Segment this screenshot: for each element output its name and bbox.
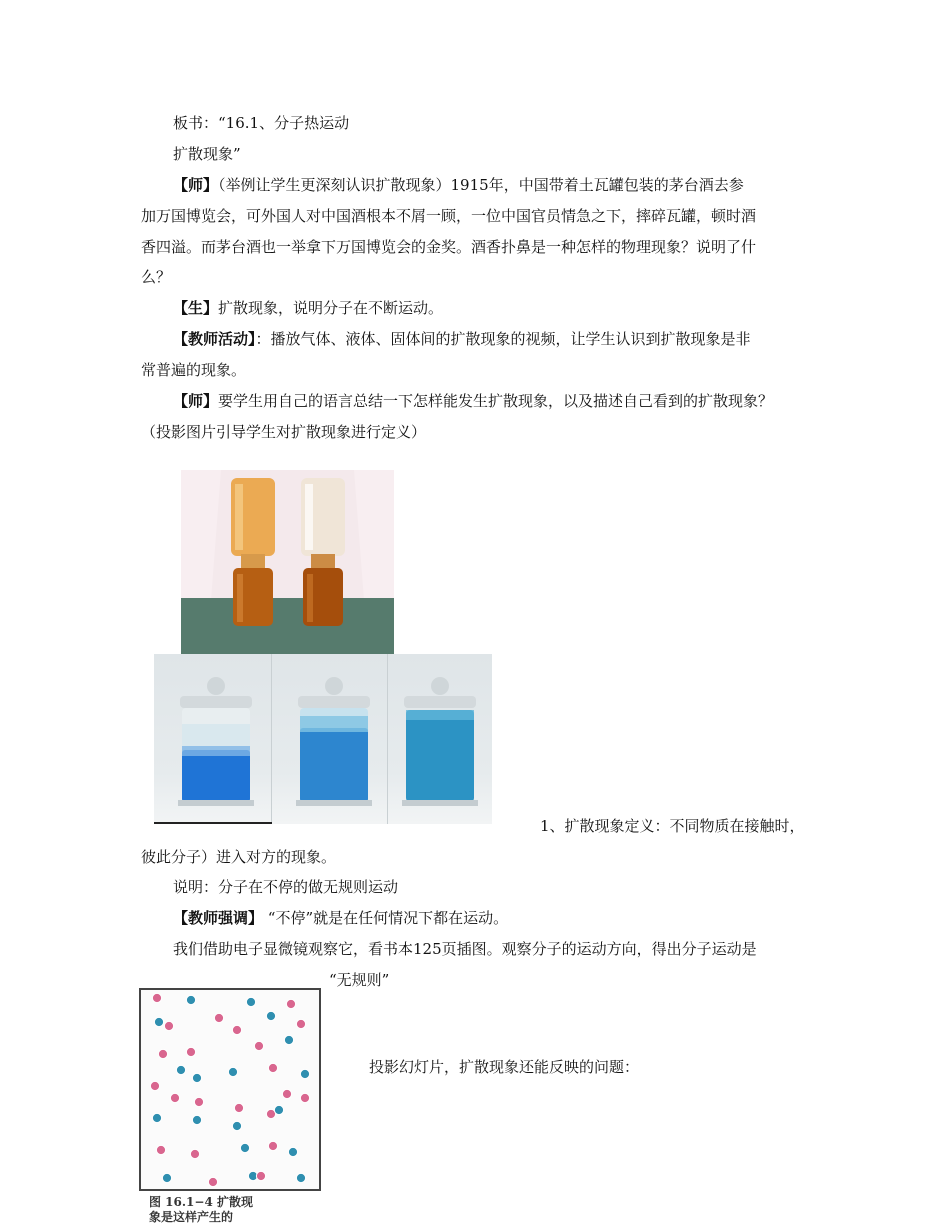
pink-molecule	[156, 1145, 165, 1154]
teal-molecule	[266, 1011, 275, 1020]
teal-molecule	[162, 1173, 171, 1182]
pink-molecule	[186, 1047, 195, 1056]
liquid-diffusion-photo	[154, 654, 492, 824]
teal-molecule	[296, 1173, 305, 1182]
pink-molecule	[254, 1041, 263, 1050]
teacher-activity-paragraph	[173, 329, 751, 349]
pink-molecule	[152, 993, 161, 1002]
pink-molecule	[282, 1089, 291, 1098]
paragraph-text: ：播放气体、液体、固体间的扩散现象的视频，让学生认识到扩散现象是非	[255, 330, 751, 348]
paragraph-text: 扩散现象，说明分子在不断运动。	[218, 299, 444, 317]
pink-molecule	[208, 1177, 217, 1186]
pink-molecule	[170, 1093, 179, 1102]
pink-molecule	[150, 1081, 159, 1090]
teal-molecule	[186, 995, 195, 1004]
paragraph-text: “不停”就是在任何情况下都在运动。	[263, 909, 509, 927]
pink-molecule	[256, 1171, 265, 1180]
student-paragraph	[173, 298, 443, 318]
photo-bottom-edge	[154, 822, 272, 824]
teal-molecule	[176, 1065, 185, 1074]
teal-molecule	[274, 1105, 283, 1114]
teal-molecule	[246, 997, 255, 1006]
pink-molecule	[194, 1097, 203, 1106]
pink-molecule	[232, 1025, 241, 1034]
teal-molecule	[192, 1073, 201, 1082]
teal-molecule	[288, 1147, 297, 1156]
teacher-paragraph-1	[173, 175, 744, 195]
pink-molecule	[296, 1019, 305, 1028]
paragraph-line: 加万国博览会，可外国人对中国酒根本不屑一顾，一位中国官员情急之下，摔碎瓦罐，顿时酒	[141, 207, 757, 225]
microscope-paragraph: 我们借助电子显微镜观察它，看书本125页插图。观察分子的运动方向，得出分子运动是	[173, 940, 757, 958]
paragraph-line: 么？	[141, 268, 172, 286]
paragraph-line: 香四溢。而茅台酒也一举拿下万国博览会的金奖。酒香扑鼻是一种怎样的物理现象？说明了什	[141, 238, 757, 256]
pink-molecule	[158, 1049, 167, 1058]
photo-divider	[387, 654, 388, 824]
caption-line: 图 16.1−4 扩散现	[149, 1195, 253, 1209]
paragraph-line: “无规则”	[329, 971, 390, 989]
gas-diffusion-photo	[181, 470, 394, 655]
paragraph-text: 要学生用自己的语言总结一下怎样能发生扩散现象，以及描述自己看到的扩散现象？	[218, 392, 774, 410]
paragraph-line: 常普遍的现象。	[141, 361, 247, 379]
speaker-tag: 【生】	[173, 299, 219, 317]
molecule-diffusion-figure	[139, 988, 321, 1191]
pink-molecule	[214, 1013, 223, 1022]
gas-jars-illustration	[181, 470, 394, 655]
pink-molecule	[268, 1141, 277, 1150]
figure-caption	[149, 1195, 329, 1225]
teal-molecule	[152, 1113, 161, 1122]
photo-divider	[271, 654, 272, 824]
speaker-tag: 【师】	[173, 392, 219, 410]
teal-molecule	[284, 1035, 293, 1044]
paragraph-line: 彼此分子）进入对方的现象。	[141, 848, 337, 866]
board-title-line: 板书：“16.1、分子热运动	[173, 114, 350, 132]
teacher-paragraph-2	[173, 391, 773, 411]
paragraph-text: （举例让学生更深刻认识扩散现象）1915年，中国带着土瓦罐包装的茅台酒去参	[218, 176, 744, 194]
pink-molecule	[164, 1021, 173, 1030]
teal-molecule	[228, 1067, 237, 1076]
teacher-emphasis-paragraph	[173, 908, 508, 928]
pink-molecule	[286, 999, 295, 1008]
teal-molecule	[192, 1115, 201, 1124]
teal-molecule	[232, 1121, 241, 1130]
board-title-line-2: 扩散现象”	[173, 145, 241, 163]
speaker-tag: 【教师强调】	[173, 909, 264, 927]
liquid-jars-illustration	[154, 654, 492, 824]
speaker-tag: 【师】	[173, 176, 219, 194]
molecules-illustration	[141, 990, 319, 1189]
teal-molecule	[300, 1069, 309, 1078]
paragraph-line: （投影图片引导学生对扩散现象进行定义）	[141, 423, 427, 441]
explanation-line: 说明：分子在不停的做无规则运动	[173, 878, 399, 896]
pink-molecule	[268, 1063, 277, 1072]
pink-molecule	[300, 1093, 309, 1102]
teal-molecule	[240, 1143, 249, 1152]
caption-line: 象是这样产生的	[149, 1210, 234, 1224]
slide-projection-line: 投影幻灯片，扩散现象还能反映的问题：	[369, 1058, 640, 1076]
teal-molecule	[154, 1017, 163, 1026]
pink-molecule	[190, 1149, 199, 1158]
speaker-tag: 【教师活动】	[173, 330, 256, 348]
definition-line: 1、扩散现象定义：不同物质在接触时，	[540, 817, 805, 835]
pink-molecule	[234, 1103, 243, 1112]
